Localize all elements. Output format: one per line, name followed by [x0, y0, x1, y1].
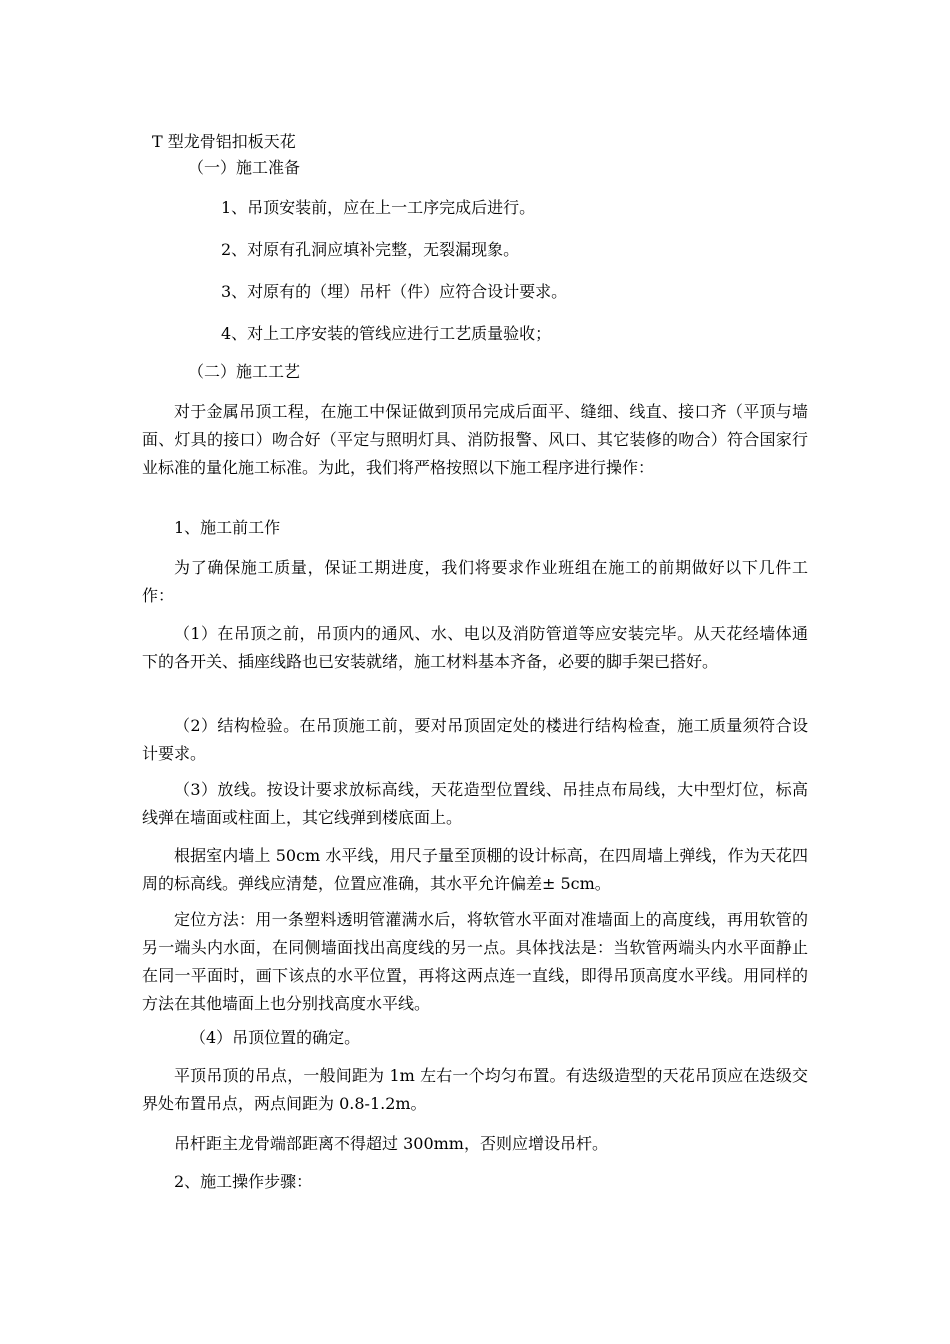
- step-3-detail-paragraph: 根据室内墙上 50cm 水平线，用尺子量至顶棚的设计标高，在四周墙上弹线，作为天花四周的标高线。弹线应清楚，位置应准确，其水平允许偏差± 5cm。: [142, 846, 808, 893]
- process-intro-paragraph: 对于金属吊顶工程，在施工中保证做到顶吊完成后面平、缝细、线直、接口齐（平顶与墙面、灯具的接口）吻合好（平定与照明灯具、消防报警、风口、其它装修的吻合）符合国家行业标准的量化施工标准。为此，我们将严格按照以下施工程序进行操作：: [142, 402, 808, 477]
- preparation-item-1: 1、吊顶安装前，应在上一工序完成后进行。: [221, 198, 536, 217]
- step-3-paragraph: （3）放线。按设计要求放标高线，天花造型位置线、吊挂点布局线，大中型灯位，标高线弹在墙面或柱面上，其它线弹到楼底面上。: [142, 780, 808, 827]
- section-heading-process: （二）施工工艺: [188, 362, 301, 381]
- step-2-paragraph: （2）结构检验。在吊顶施工前，要对吊顶固定处的楼进行结构检查，施工质量须符合设计要求。: [142, 716, 808, 763]
- document-title: T 型龙骨铝扣板天花: [152, 132, 296, 151]
- pre-work-intro-paragraph: 为了确保施工质量，保证工期进度，我们将要求作业班组在施工的前期做好以下几件工作：: [142, 558, 808, 605]
- subsection-heading-operation-steps: 2、施工操作步骤：: [174, 1172, 313, 1191]
- hanger-rod-rule-paragraph: 吊杆距主龙骨端部距离不得超过 300mm，否则应增设吊杆。: [174, 1134, 608, 1153]
- section-heading-preparation: （一）施工准备: [188, 158, 301, 177]
- preparation-item-3: 3、对原有的（埋）吊杆（件）应符合设计要求。: [221, 282, 568, 301]
- positioning-method-paragraph: 定位方法：用一条塑料透明管灌满水后，将软管水平面对准墙面上的高度线，再用软管的另一端头内水面，在同侧墙面找出高度线的另一点。具体找法是：当软管两端头内水平面静止在同一平面时，画下该点的水平位置，再将这两点连一直线，即得吊顶高度水平线。用同样的方法在其他墙面上也分别找高度水平线。: [142, 910, 808, 1013]
- preparation-item-2: 2、对原有孔洞应填补完整，无裂漏现象。: [221, 240, 520, 259]
- preparation-item-4: 4、对上工序安装的管线应进行工艺质量验收；: [221, 324, 552, 343]
- step-4-detail-paragraph: 平顶吊顶的吊点，一般间距为 1m 左右一个均匀布置。有迭级造型的天花吊顶应在迭级交界处布置吊点，两点间距为 0.8-1.2m。: [142, 1066, 808, 1113]
- step-1-paragraph: （1）在吊顶之前，吊顶内的通风、水、电以及消防管道等应安装完毕。从天花经墙体通下的各开关、插座线路也已安装就绪，施工材料基本齐备，必要的脚手架已搭好。: [142, 624, 808, 671]
- step-4-heading: （4）吊顶位置的确定。: [190, 1028, 361, 1047]
- subsection-heading-pre-work: 1、施工前工作: [174, 518, 281, 537]
